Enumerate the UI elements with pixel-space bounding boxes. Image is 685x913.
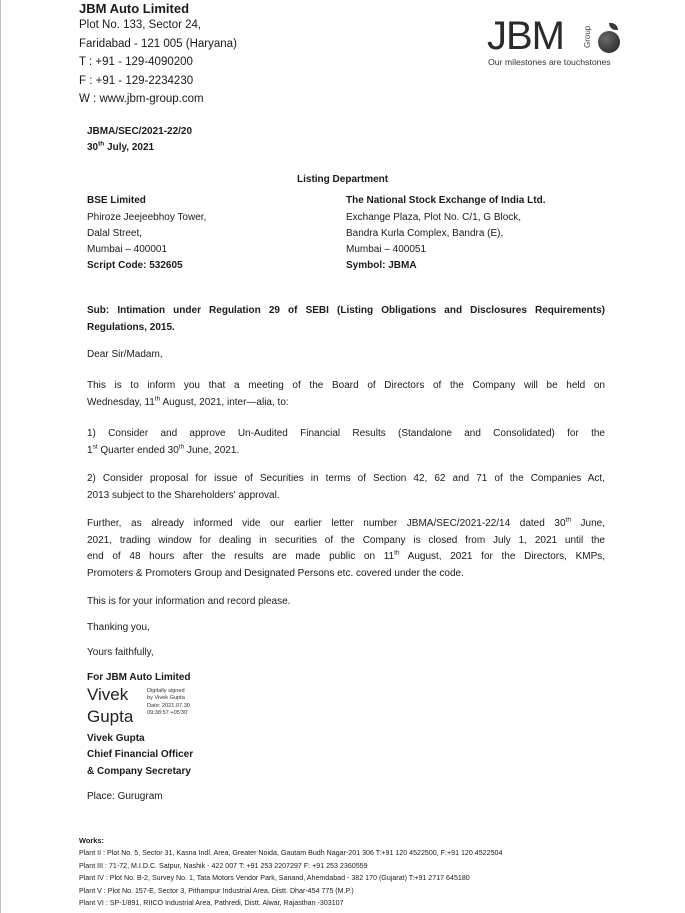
bse-line-4: Mumbai – 400001 [87,244,168,255]
place-line: Place: Gurugram [87,791,163,802]
footer-plant-3: Plant III : 71-72, M.I.D.C. Satpur, Nashik - 422 007 T: +91 253 2207297 F: +91 253 2360559 [79,862,368,870]
subject: Sub: Intimation under Regulation 29 of SEBI (Listing Obligations and Disclosures Requirements) Regulations, 2015. [87,305,605,333]
nse-line-1: The National Stock Exchange of India Ltd. [346,195,546,206]
agenda-item-1: 1) Consider and approve Un-Audited Financial Results (Standalone and Consolidated) for the 1st Quarter ended 30th June, 2021. [87,428,605,456]
nse-line-3: Bandra Kurla Complex, Bandra (E), [346,228,504,239]
signature-first-name: Vivek [87,685,129,704]
listing-department-heading: Listing Department [297,174,389,185]
for-company-line: For JBM Auto Limited [87,672,191,683]
intro-paragraph: This is to inform you that a meeting of the Board of Directors of the Company will be held on Wednesday, 11th August, 2021, inter—alia, to: [87,380,605,408]
company-name: JBM Auto Limited [79,1,190,16]
nse-symbol: Symbol: JBMA [346,260,417,271]
letter-date: 30th July, 2021 [87,140,155,153]
jbm-logo [487,14,637,70]
leaf-icon [609,23,618,30]
signatory-title-2: & Company Secretary [87,766,191,777]
letterhead [79,0,237,109]
signature-details: Digitally signed by Vivek Gupta Date: 2021.07.30 09:38:57 +05'30' [147,688,190,717]
globe-icon [598,31,620,53]
bse-line-3: Dalal Street, [87,228,143,239]
bse-line-1: BSE Limited [87,195,146,206]
trading-window-paragraph: Further, as already informed vide our earlier letter number JBMA/SEC/2021-22/14 dated 30th June, 2021, trading window for dealing in securities of the Company is closed from July 1, 2021 until the end of 48 hours after the results are made public on 11th August, 2021 for the Directors, KMPs, Promoters & Promoters Group and Designated Persons etc. covered under the code. [87,516,606,579]
footer-plant-4: Plant IV : Plot No. B-2, Survey No. 1, Tata Motors Vendor Park, Sanand, Ahemdabad - 382 170 (Gujarat) T:+91 2717 645180 [79,874,470,882]
closing-line: Yours faithfully, [87,647,154,658]
signatory-title-1: Chief Financial Officer [87,749,194,760]
nse-line-2: Exchange Plaza, Plot No. C/1, G Block, [346,212,522,223]
telephone: T : +91 - 129-4090200 [79,56,193,68]
logo-tagline: Our milestones are touchstones [488,57,611,67]
signature-last-name: Gupta [87,707,134,726]
reference-number: JBMA/SEC/2021-22/20 [87,126,193,137]
logo-group-text: Group [583,25,592,49]
information-line: This is for your information and record please. [87,596,291,607]
logo-wordmark: JBM [487,14,564,58]
bse-script-code: Script Code: 532605 [87,260,183,271]
bse-line-2: Phiroze Jeejeebhoy Tower, [87,212,207,223]
footer-heading: Works: [79,836,104,845]
agenda-item-2: 2) Consider proposal for issue of Securities in terms of Section 42, 62 and 71 of the Companies Act, 2013 subject to the Shareholders' approval. [87,473,605,501]
fax: F : +91 - 129-2234230 [79,74,194,87]
nse-line-4: Mumbai – 400051 [346,244,427,255]
footer-plant-5: Plant V : Plot No. 157-E, Sector 3, Pithampur Industrial Area, Distt. Dhar-454 775 (M.P.) [79,887,354,895]
salutation: Dear Sir/Madam, [87,349,163,360]
footer-plant-2: Plant II : Plot No. 5, Sector 31, Kasna Indl. Area, Greater Noida, Gautam Budh Nagar-201 306 T:+91 120 4522500, F:+91 120 4522504 [79,849,503,857]
footer-plant-6: Plant VI : SP-1/891, RIICO Industrial Area, Pathredi, Distt. Alwar, Rajasthan -303107 [79,899,344,907]
address-line-1: Plot No. 133, Sector 24, [79,19,202,31]
signatory-name: Vivek Gupta [87,733,145,744]
thanking-line: Thanking you, [87,622,150,633]
address-line-2: Faridabad - 121 005 (Haryana) [79,37,237,50]
website: W : www.jbm-group.com [79,93,204,105]
